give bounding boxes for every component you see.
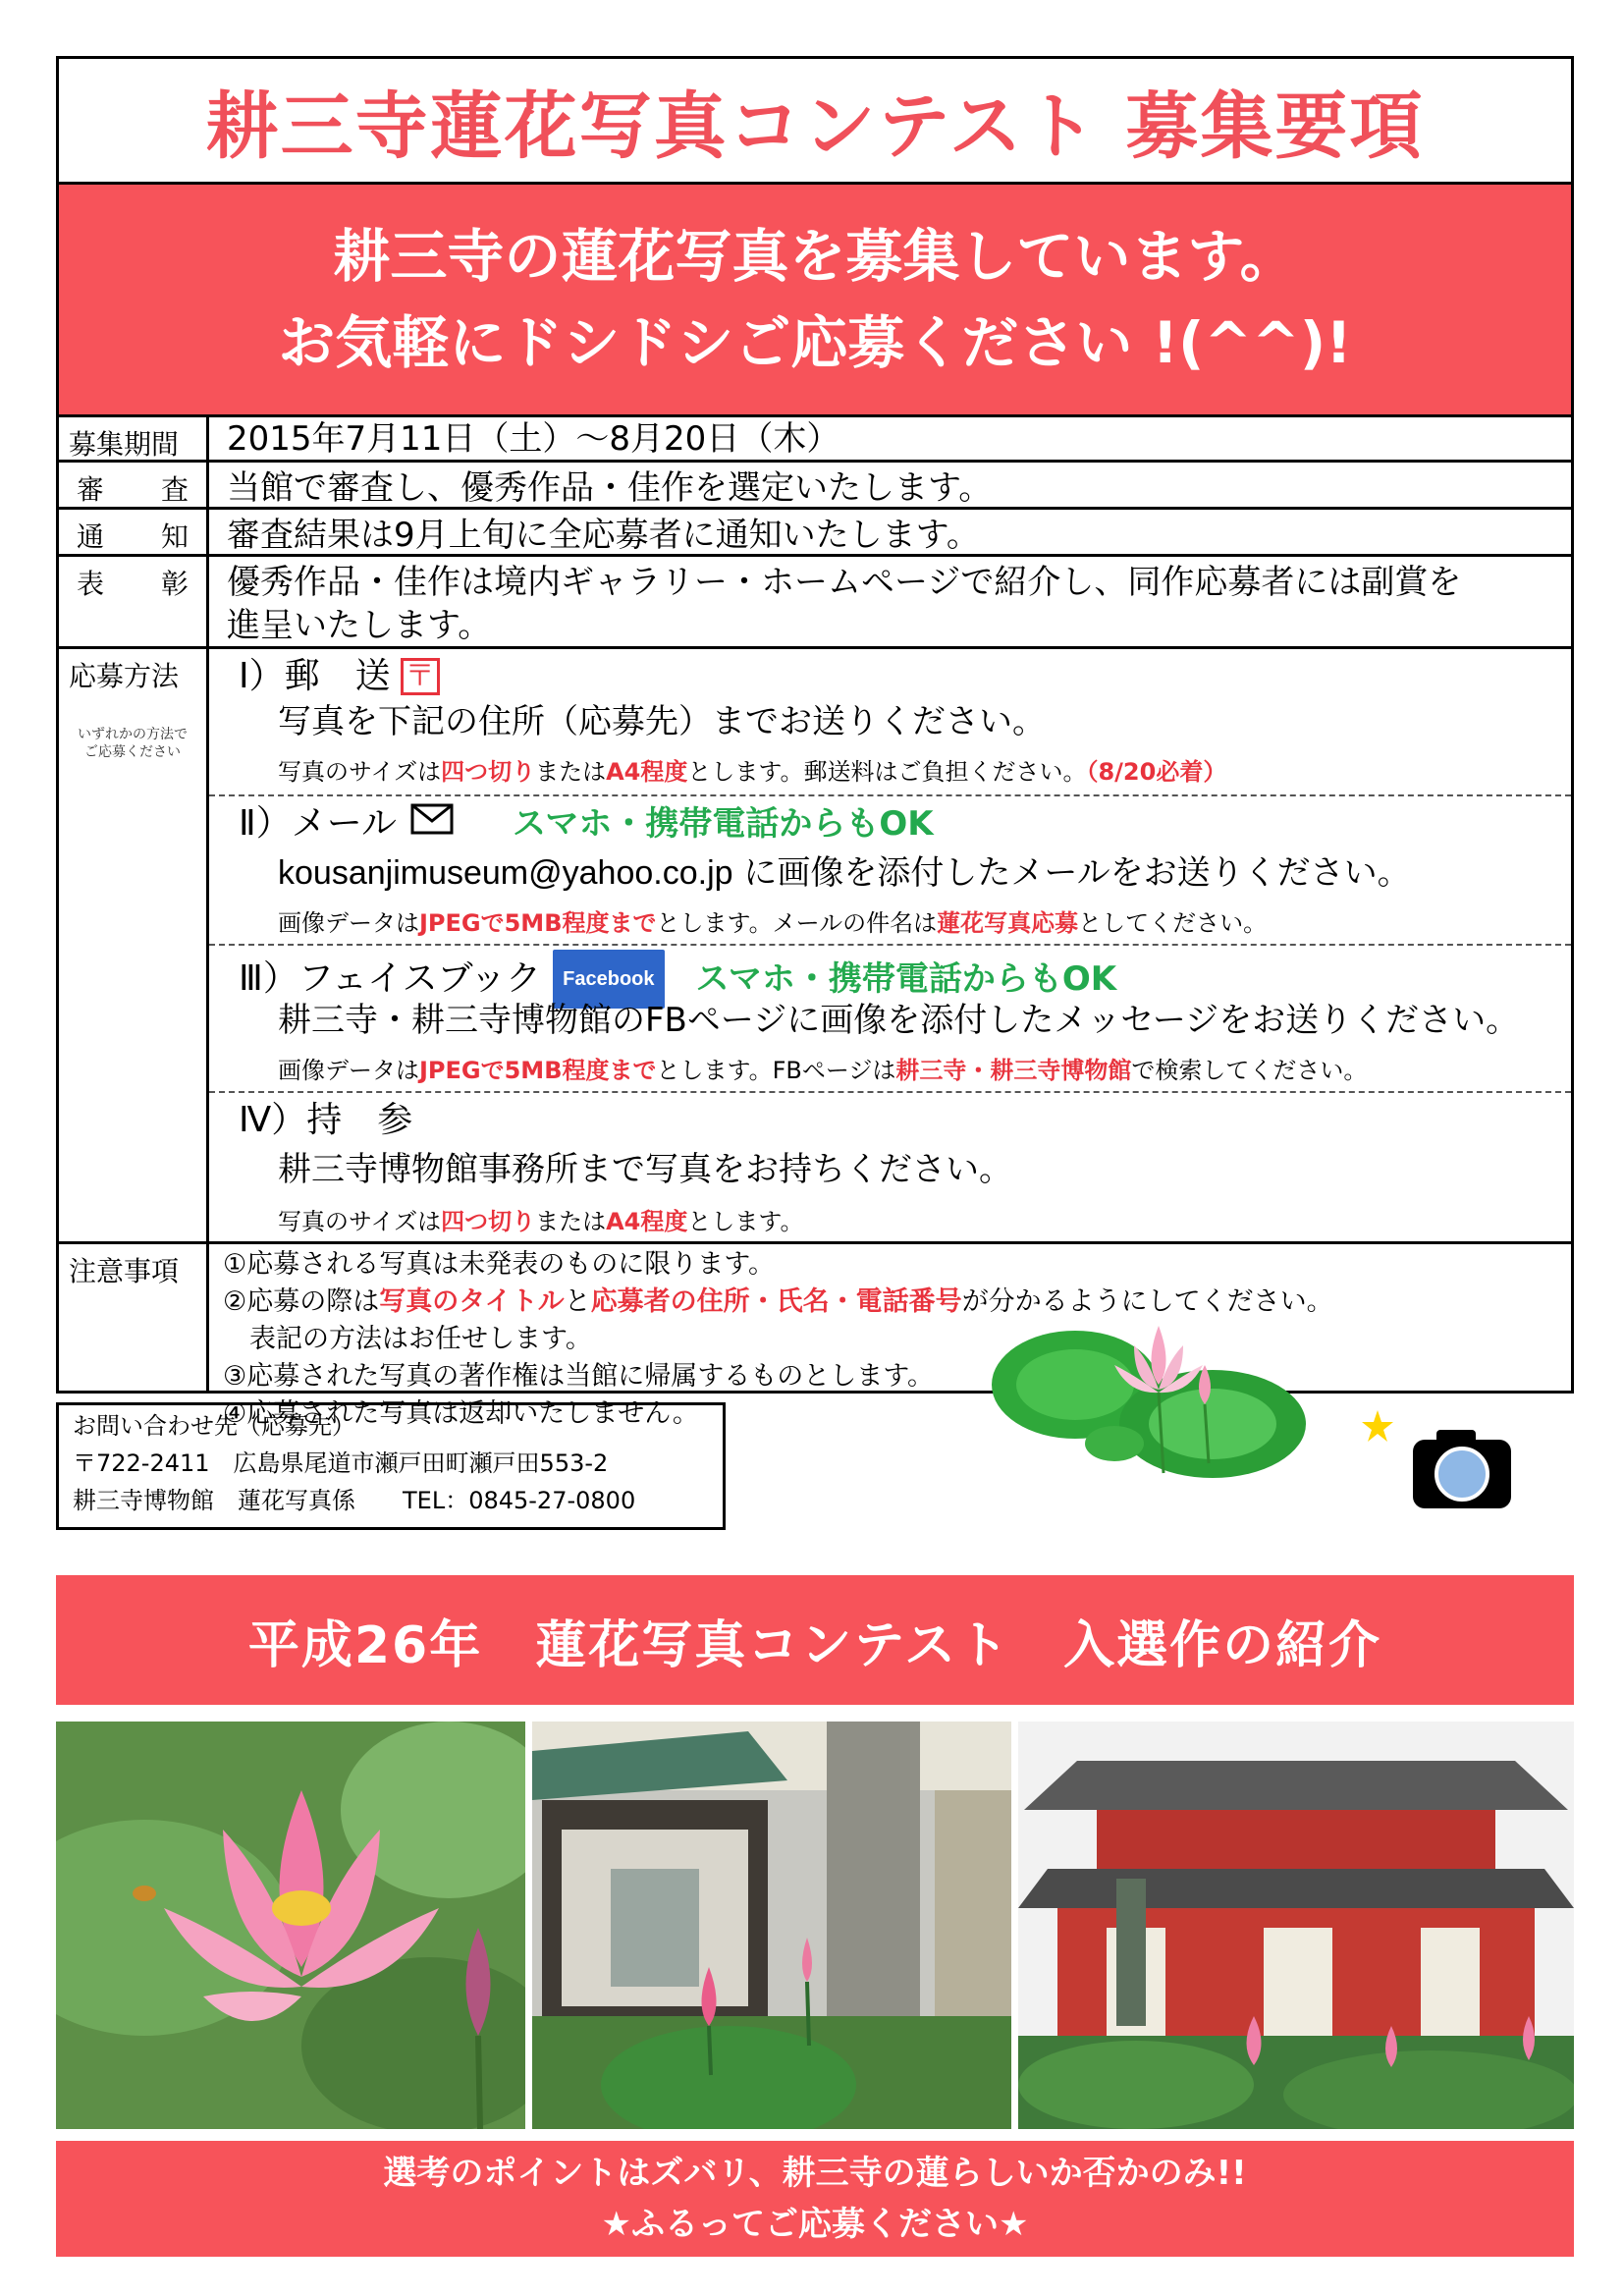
caution-2-cont: 表記の方法はお任せします。 <box>223 1324 592 1354</box>
methods-label <box>59 649 209 1241</box>
row-methods <box>59 649 1571 1244</box>
notice-label-b: 知 <box>160 520 189 553</box>
page-title: 耕三寺蓮花写真コンテスト 募集要項 <box>205 83 1425 169</box>
award-label-b: 彰 <box>160 568 189 600</box>
notice-value: 審査結果は9月上旬に全応募者に通知いたします。 <box>227 516 980 555</box>
review-label <box>59 463 209 507</box>
photo-temple-hall <box>1018 1722 1574 2129</box>
caution-2: ②応募の際は写真のタイトルと応募者の住所・氏名・電話番号が分かるようにしてください。 <box>223 1286 1333 1317</box>
postal-mark-icon: 〒 <box>401 658 440 695</box>
review-label-a: 審 <box>77 473 105 506</box>
period-label: 募集期間 <box>59 417 209 460</box>
banner-line-1: 耕三寺の蓮花写真を募集しています。 <box>333 223 1297 290</box>
row-period <box>59 417 1571 463</box>
method-facebook-title: Ⅲ）フェイスブック <box>239 958 542 999</box>
banner-line-2: お気軽にドシドシご応募ください !(^^)! <box>278 309 1352 376</box>
envelope-icon <box>410 800 454 847</box>
footer-banner <box>56 2141 1574 2257</box>
award-value <box>209 557 1571 646</box>
award-label <box>59 557 209 646</box>
methods-label-note-1: いずれかの方法で <box>78 727 188 742</box>
method-post-note: 写真のサイズは四つ切りまたはA4程度とします。郵送料はご負担ください。（8/20必着） <box>278 758 1227 786</box>
contact-address: 〒722-2411 広島県尾道市瀬戸田町瀬戸田553-2 <box>73 1449 609 1477</box>
method-email-title: Ⅱ）メール <box>239 803 397 844</box>
winning-photos <box>56 1722 1574 2129</box>
facebook-logo-icon: Facebook <box>553 950 664 1009</box>
footer-line-2: ★ふるってご応募ください★ <box>601 2205 1029 2244</box>
caution-1: ①応募される写真は未発表のものに限ります。 <box>223 1249 776 1280</box>
method-facebook-note: 画像データはJPEGで5MB程度までとします。FBページは耕三寺・耕三寺博物館で検索してください。 <box>278 1057 1368 1084</box>
caution-3: ③応募された写真の著作権は当館に帰属するものとします。 <box>223 1361 935 1392</box>
review-value: 当館で審査し、優秀作品・佳作を選定いたします。 <box>227 468 993 508</box>
email-ok-text: スマホ・携帯電話からもOK <box>513 804 934 844</box>
facebook-ok-text: スマホ・携帯電話からもOK <box>695 959 1117 999</box>
caution-4: ④応募された写真は返却いたしません。 <box>223 1398 699 1429</box>
notice-label-a: 通 <box>77 520 105 553</box>
contact-org: 耕三寺博物館 蓮花写真係 TEL：0845-27-0800 <box>73 1487 636 1514</box>
row-review <box>59 463 1571 510</box>
method-post-main: 写真を下記の住所（応募先）までお送りください。 <box>278 702 1046 741</box>
method-post <box>209 649 1571 796</box>
photo-temple-gate <box>532 1722 1011 2129</box>
method-facebook <box>209 946 1571 1093</box>
method-post-head <box>239 653 440 700</box>
method-bring-head: Ⅳ）持 参 <box>239 1100 413 1140</box>
methods-label-text: 応募方法 <box>69 660 180 692</box>
method-email-head <box>239 800 934 847</box>
award-value-line-1: 優秀作品・佳作は境内ギャラリー・ホームページで紹介し、同作応募者には副賞を <box>227 563 1462 602</box>
method-bring-main: 耕三寺博物館事務所まで写真をお持ちください。 <box>278 1150 1012 1189</box>
methods-label-note <box>69 726 196 761</box>
award-label-a: 表 <box>77 568 105 600</box>
camera-icon <box>1358 1404 1515 1512</box>
method-facebook-main: 耕三寺・耕三寺博物館のFBページに画像を添付したメッセージをお送りください。 <box>278 1001 1520 1040</box>
methods-label-note-2: ご応募ください <box>84 744 181 760</box>
method-email-note: 画像データはJPEGで5MB程度までとします。メールの件名は蓮花写真応募としてください。 <box>278 909 1268 937</box>
method-email <box>209 796 1571 946</box>
cautions-label: 注意事項 <box>59 1244 209 1394</box>
notice-label <box>59 510 209 554</box>
footer-line-1: 選考のポイントはズバリ、耕三寺の蓮らしいか否かのみ!! <box>383 2154 1247 2193</box>
period-value: 2015年7月11日（土）～8月20日（木） <box>227 419 840 459</box>
review-label-b: 査 <box>160 473 189 506</box>
lotus-illustration <box>987 1306 1321 1483</box>
photo-lotus-flower <box>56 1722 525 2129</box>
method-bring-note: 写真のサイズは四つ切りまたはA4程度とします。 <box>278 1208 804 1235</box>
method-post-title: Ⅰ）郵 送 <box>239 656 391 696</box>
contact-box <box>56 1402 726 1530</box>
row-notice <box>59 510 1571 557</box>
row-award <box>59 557 1571 649</box>
method-bring <box>209 1093 1571 1244</box>
showcase-banner: 平成26年 蓮花写真コンテスト 入選作の紹介 <box>56 1575 1574 1705</box>
award-value-line-2: 進呈いたします。 <box>227 606 492 645</box>
cautions-list <box>209 1244 1571 1429</box>
invitation-banner <box>59 182 1571 417</box>
contact-title: お問い合わせ先（応募先） <box>73 1412 355 1440</box>
email-address[interactable]: kousanjimuseum@yahoo.co.jp <box>278 854 733 892</box>
method-email-main: kousanjimuseum@yahoo.co.jp に画像を添付したメールをお送りください。 <box>278 853 1411 893</box>
